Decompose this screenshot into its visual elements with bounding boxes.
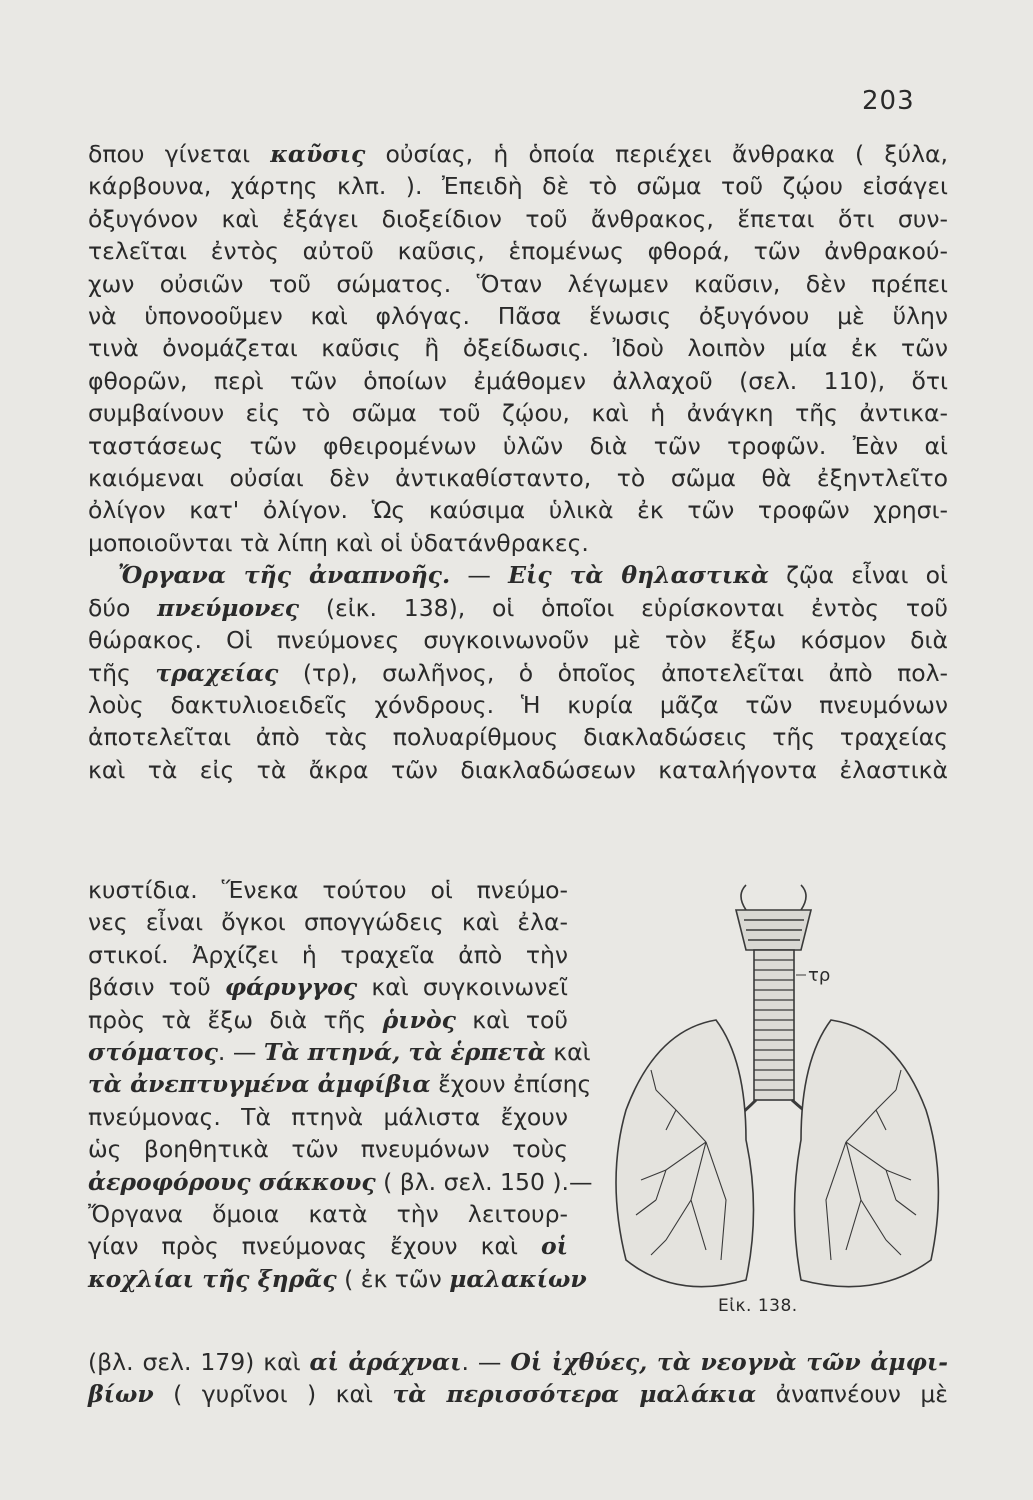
- text-run: ἔχουν ἐπίσης: [430, 1070, 592, 1099]
- text-run: Ὄργανα ὅμοια κατὰ τὴν λειτουρ-: [88, 1200, 568, 1229]
- text-run: στικοί. Ἀρχίζει ἡ τραχεῖα ἀπὸ τὴν: [88, 940, 568, 969]
- emphasized-term: ἀεροφόρους σάκκους: [88, 1167, 376, 1196]
- text-line: [88, 462, 948, 494]
- emphasized-term: αἱ ἀράχναι: [309, 1348, 462, 1376]
- text-line: [88, 1198, 568, 1230]
- text-run: (τρ), σωλῆνος, ὁ ὁποῖος ἀποτελεῖται ἀπὸ πολ-: [278, 658, 948, 687]
- text-run: γίαν πρὸς πνεύμονας ἔχουν καὶ: [88, 1232, 541, 1261]
- emphasized-term: οἱ: [540, 1232, 568, 1261]
- text-line: [88, 235, 948, 267]
- text-run: ἀποτελεῖται ἀπὸ τὰς πολυαρίθμους διακλαδώσεις τῆς τραχείας: [88, 723, 948, 752]
- text-run: νὰ ὑπονοοῦμεν καὶ φλόγας. Πᾶσα ἕνωσις ὀξυγόνου μὲ ὕλην: [88, 302, 948, 331]
- text-line: [88, 268, 948, 300]
- emphasized-term: τραχείας: [155, 658, 279, 687]
- text-run: θώρακος. Οἱ πνεύμονες συγκοινωνοῦν μὲ τὸν ἔξω κόσμον διὰ: [88, 626, 948, 655]
- text-run: ( ἐκ τῶν: [336, 1264, 450, 1293]
- text-line: [88, 624, 948, 656]
- text-run: καὶ τὰ εἰς τὰ ἄκρα τῶν διακλαδώσεων καταλήγοντα ἐλαστικὰ: [88, 755, 948, 784]
- text-run: ὀλίγον κατ' ὀλίγον. Ὡς καύσιμα ὑλικὰ ἐκ τῶν τροφῶν χρησι-: [88, 496, 948, 525]
- text-line: [88, 939, 568, 971]
- text-line: [88, 754, 948, 786]
- text-run: τινὰ ὀνομάζεται καῦσις ἢ ὀξείδωσις. Ἰδοὺ λοιπὸν μία ἐκ τῶν: [88, 334, 948, 363]
- text-run: καὶ: [545, 1038, 591, 1067]
- text-run: ( γυρῖνοι ) καὶ: [153, 1380, 393, 1409]
- text-run: ἀναπνέουν μὲ: [756, 1380, 948, 1409]
- text-run: χων οὐσιῶν τοῦ σώματος. Ὅταν λέγωμεν καῦσιν, δὲν πρέπει: [88, 269, 948, 298]
- text-run: συμβαίνουν εἰς τὸ σῶμα τοῦ ζῴου, καὶ ἡ ἀνάγκη τῆς ἀντικα-: [88, 399, 948, 428]
- emphasized-term: καῦσις: [270, 140, 366, 168]
- text-line: [88, 527, 948, 559]
- text-run: ὡς βοηθητικὰ τῶν πνευμόνων τοὺς: [88, 1135, 568, 1164]
- text-run: —: [450, 561, 509, 590]
- text-line: [88, 559, 948, 591]
- text-line: [88, 1230, 568, 1262]
- text-run: βάσιν τοῦ: [88, 973, 225, 1002]
- lungs-illustration: [596, 880, 966, 1340]
- figure-caption: Εἰκ. 138.: [718, 1296, 798, 1316]
- text-line: [88, 494, 948, 526]
- text-run: πνεύμονας. Τὰ πτηνὰ μάλιστα ἔχουν: [88, 1102, 568, 1131]
- emphasized-term: φάρυγγος: [224, 973, 358, 1002]
- text-line: [88, 1133, 568, 1165]
- text-line: [88, 430, 948, 462]
- text-run: ζῷα εἶναι οἱ: [768, 561, 948, 590]
- text-run: κυστίδια. Ἕνεκα τούτου οἱ πνεύμο-: [88, 876, 568, 904]
- text-line: [88, 1263, 587, 1295]
- text-run: λοὺς δακτυλιοειδεῖς χόνδρους. Ἡ κυρία μᾶζα τῶν πνευμόνων: [88, 690, 948, 719]
- text-line: [88, 365, 948, 397]
- text-run: (βλ. σελ. 179) καὶ: [88, 1348, 310, 1376]
- emphasized-term: στόματος: [88, 1038, 218, 1067]
- emphasized-term: βίων: [88, 1380, 154, 1409]
- text-run: τελεῖται ἐντὸς αὐτοῦ καῦσις, ἑπομένως φθορά, τῶν ἀνθρακού-: [88, 237, 948, 266]
- text-run: ὀξυγόνον καὶ ἐξάγει διοξείδιον τοῦ ἄνθρακος, ἕπεται ὅτι συν-: [88, 204, 948, 233]
- text-line: [88, 300, 948, 332]
- text-run: τῆς: [88, 658, 156, 687]
- emphasized-term: Οἱ ἰχθύες, τὰ νεογνὰ τῶν ἀμφι-: [510, 1348, 949, 1376]
- text-run: καὶ συγκοινωνεῖ: [357, 973, 568, 1002]
- text-line: [88, 1166, 593, 1198]
- text-line: [88, 1036, 591, 1068]
- text-run: φθορῶν, περὶ τῶν ὁποίων ἐμάθομεν ἀλλαχοῦ (σελ. 110), ὅτι: [88, 366, 948, 395]
- emphasized-term: τὰ περισσότερα μαλάκια: [392, 1380, 757, 1409]
- text-line: [88, 657, 948, 689]
- emphasized-term: Ὄργανα τῆς ἀναπνοῆς.: [118, 561, 451, 590]
- emphasized-term: τὰ ἀνεπτυγμένα ἀμφίβια: [88, 1070, 431, 1099]
- emphasized-term: ῥινὸς: [382, 1005, 456, 1034]
- text-run: οὐσίας, ἡ ὁποία περιέχει ἄνθρακα ( ξύλα,: [365, 140, 948, 168]
- figure-label-trachea: τρ: [808, 965, 831, 986]
- emphasized-term: Τὰ πτηνά, τὰ ἑρπετὰ: [263, 1038, 546, 1067]
- text-run: καιόμεναι οὐσίαι δὲν ἀντικαθίσταντο, τὸ σῶμα θὰ ἐξηντλεῖτο: [88, 464, 948, 493]
- emphasized-term: Εἰς τὰ θηλαστικὰ: [508, 561, 769, 590]
- text-run: (εἰκ. 138), οἱ ὁποῖοι εὑρίσκονται ἐντὸς τοῦ: [299, 593, 949, 622]
- text-block-bottom: [88, 1346, 948, 1411]
- text-run: ταστάσεως τῶν φθειρομένων ὑλῶν διὰ τῶν τροφῶν. Ἐὰν αἱ: [88, 431, 948, 460]
- text-block-full-width: [88, 138, 948, 786]
- emphasized-term: πνεύμονες: [157, 593, 300, 622]
- text-run: δύο: [88, 593, 158, 622]
- text-run: ( βλ. σελ. 150 ).—: [375, 1167, 593, 1196]
- text-block-beside-figure: [88, 874, 593, 1295]
- text-line: [88, 1101, 568, 1133]
- text-line: [88, 138, 948, 170]
- text-line: [88, 689, 948, 721]
- text-run: δπου γίνεται: [88, 140, 271, 168]
- text-line: [88, 1346, 948, 1378]
- text-line: [88, 203, 948, 235]
- text-run: . —: [217, 1038, 264, 1067]
- text-run: κάρβουνα, χάρτης κλπ. ). Ἐπειδὴ δὲ τὸ σῶμα τοῦ ζῴου εἰσάγει: [88, 172, 948, 201]
- text-line: [88, 971, 568, 1003]
- text-line: [88, 170, 948, 202]
- text-line: [88, 721, 948, 753]
- text-run: νες εἶναι ὄγκοι σπογγώδεις καὶ ἐλα-: [88, 908, 568, 937]
- text-line: [88, 874, 568, 906]
- text-line: [88, 332, 948, 364]
- text-line: [88, 1378, 948, 1410]
- page-number: 203: [862, 86, 915, 116]
- text-line: [88, 397, 948, 429]
- text-run: πρὸς τὰ ἔξω διὰ τῆς: [88, 1005, 383, 1034]
- text-line: [88, 1068, 592, 1100]
- text-run: καὶ τοῦ: [455, 1005, 568, 1034]
- emphasized-term: μαλακίων: [449, 1264, 587, 1293]
- emphasized-term: κοχλίαι τῆς ξηρᾶς: [88, 1264, 337, 1293]
- text-line: [88, 906, 568, 938]
- text-run: . —: [461, 1348, 511, 1376]
- text-line: [88, 1004, 568, 1036]
- text-run: μοποιοῦνται τὰ λίπη καὶ οἱ ὑδατάνθρακες.: [88, 528, 589, 557]
- text-line: [88, 592, 948, 624]
